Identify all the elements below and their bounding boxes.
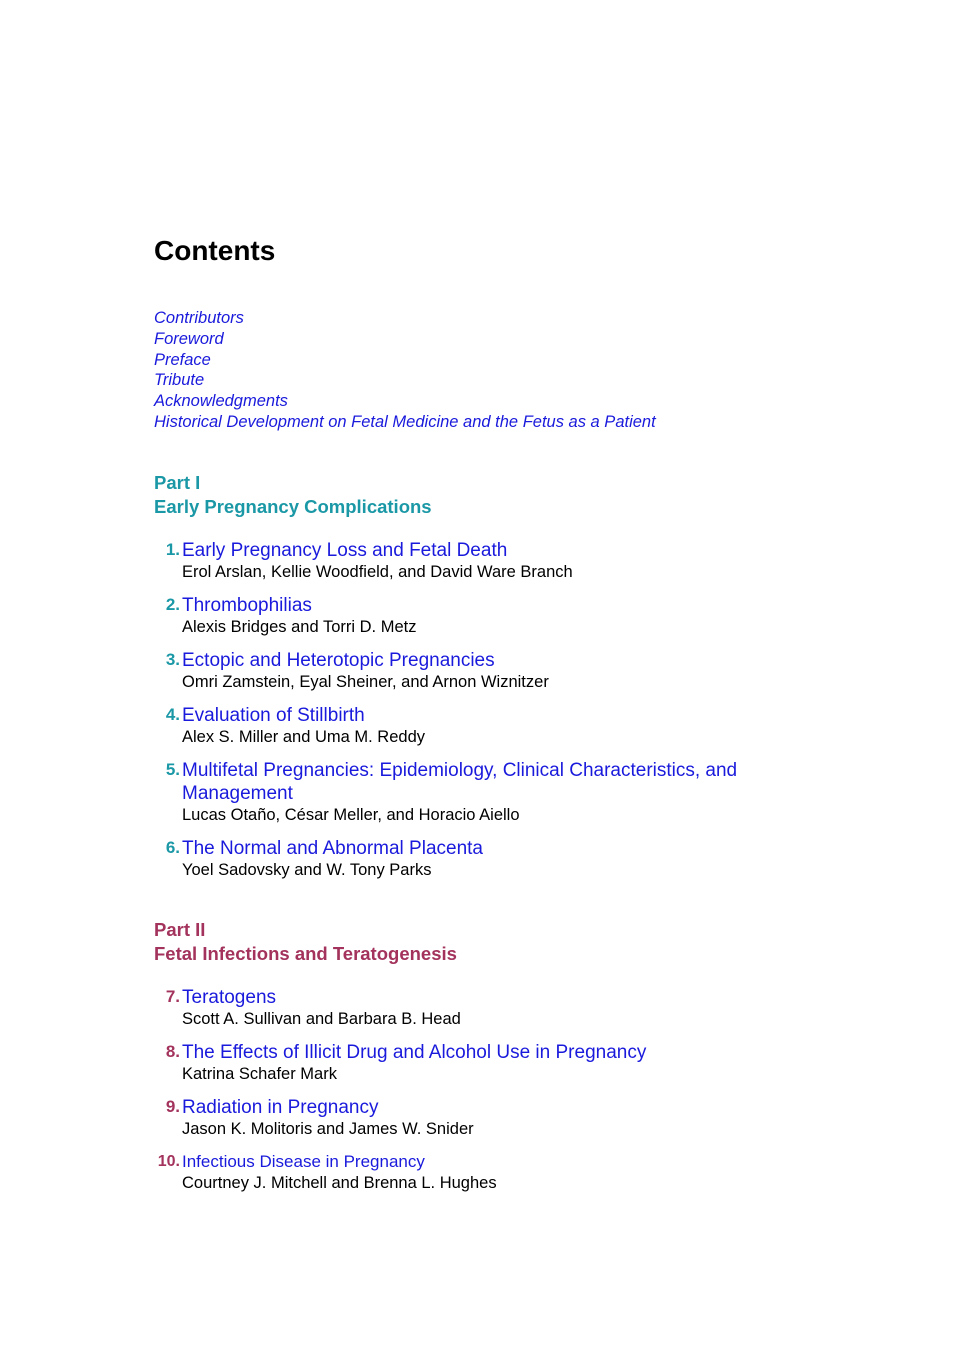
front-matter-historical-development[interactable]: Historical Development on Fetal Medicine and the Fetus as a Patient	[154, 412, 656, 431]
chapter-authors: Erol Arslan, Kellie Woodfield, and David Ware Branch	[182, 562, 573, 581]
chapter-number: 4.	[165, 704, 180, 724]
chapter-authors: Courtney J. Mitchell and Brenna L. Hughes	[182, 1173, 497, 1192]
chapter-title-link[interactable]: Evaluation of Stillbirth	[182, 704, 365, 726]
part-label: Part II	[154, 918, 206, 940]
contents-page	[154, 232, 854, 1205]
chapter-item	[154, 649, 854, 692]
chapter-title-link[interactable]: Multifetal Pregnancies: Epidemiology, Clinical Characteristics, and Management	[182, 759, 738, 804]
front-matter-tribute[interactable]: Tribute	[154, 371, 205, 390]
chapter-item	[154, 704, 854, 747]
front-matter-acknowledgments[interactable]: Acknowledgments	[154, 392, 288, 411]
chapter-number: 5.	[165, 759, 180, 779]
chapter-item	[154, 1151, 854, 1193]
chapter-title-link[interactable]: Early Pregnancy Loss and Fetal Death	[182, 539, 508, 561]
chapter-authors: Lucas Otaño, César Meller, and Horacio Aiello	[182, 805, 520, 824]
front-matter-preface[interactable]: Preface	[154, 350, 211, 369]
chapter-title-link[interactable]: Ectopic and Heterotopic Pregnancies	[182, 649, 495, 671]
part-title: Fetal Infections and Teratogenesis	[154, 942, 457, 964]
chapter-list	[154, 539, 854, 880]
chapter-title-link[interactable]: Thrombophilias	[182, 594, 312, 616]
chapter-item	[154, 594, 854, 637]
chapter-authors: Alexis Bridges and Torri D. Metz	[182, 617, 417, 636]
chapter-authors: Jason K. Molitoris and James W. Snider	[182, 1119, 474, 1138]
chapter-item	[154, 539, 854, 582]
part-2	[154, 918, 854, 1193]
chapter-number: 8.	[165, 1041, 180, 1061]
part-title: Early Pregnancy Complications	[154, 495, 432, 517]
chapter-number: 3.	[165, 649, 180, 669]
page-title: Contents	[154, 235, 276, 266]
chapter-number: 2.	[165, 594, 180, 614]
chapter-title-link[interactable]: Infectious Disease in Pregnancy	[182, 1151, 425, 1171]
chapter-item	[154, 1041, 854, 1084]
chapter-title-link[interactable]: The Normal and Abnormal Placenta	[182, 837, 483, 859]
chapter-number: 7.	[165, 986, 180, 1006]
chapter-authors: Alex S. Miller and Uma M. Reddy	[182, 727, 425, 746]
chapter-authors: Omri Zamstein, Eyal Sheiner, and Arnon Wiznitzer	[182, 672, 549, 691]
chapter-authors: Scott A. Sullivan and Barbara B. Head	[182, 1009, 461, 1028]
chapter-list	[154, 986, 854, 1193]
chapter-item	[154, 759, 782, 825]
chapter-authors: Katrina Schafer Mark	[182, 1064, 337, 1083]
chapter-item	[154, 986, 854, 1029]
front-matter-contributors[interactable]: Contributors	[154, 309, 244, 327]
part-label: Part I	[154, 471, 201, 493]
front-matter-foreword[interactable]: Foreword	[154, 329, 224, 348]
chapter-authors: Yoel Sadovsky and W. Tony Parks	[182, 860, 432, 879]
chapter-item	[154, 1096, 854, 1139]
chapter-number: 10.	[157, 1152, 180, 1170]
chapter-item	[154, 837, 854, 880]
chapter-title-link[interactable]: The Effects of Illicit Drug and Alcohol Use in Pregnancy	[182, 1041, 647, 1063]
chapter-title-link[interactable]: Radiation in Pregnancy	[182, 1096, 379, 1118]
front-matter-list	[154, 308, 854, 433]
chapter-number: 1.	[165, 539, 180, 559]
part-1	[154, 471, 854, 880]
chapter-number: 6.	[165, 837, 180, 857]
chapter-title-link[interactable]: Teratogens	[182, 986, 277, 1008]
chapter-number: 9.	[165, 1096, 180, 1116]
